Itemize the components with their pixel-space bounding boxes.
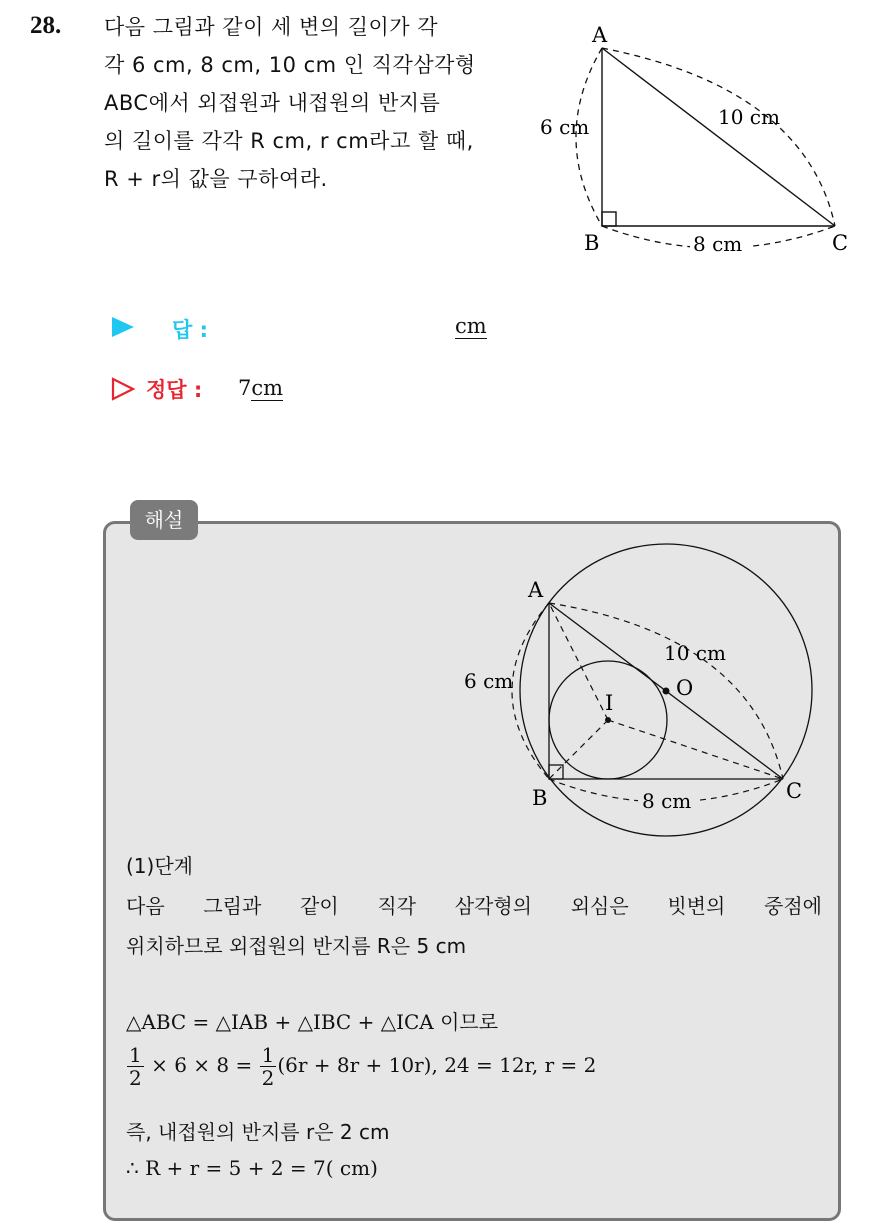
fraction-numerator: 1 bbox=[129, 1043, 142, 1067]
play-triangle-icon bbox=[110, 314, 136, 340]
solution-tag: 해설 bbox=[130, 500, 198, 540]
question-number: 28. bbox=[30, 12, 62, 39]
solution-step: (1)단계 bbox=[126, 854, 193, 878]
circumcenter-point bbox=[663, 688, 670, 695]
correct-answer-value bbox=[238, 376, 283, 400]
side-ab-label: 6 cm bbox=[540, 115, 590, 139]
incenter-point bbox=[605, 717, 611, 723]
solution-conclusion: ∴ R + r = 5 + 2 = 7( cm) bbox=[126, 1156, 378, 1180]
question-line: R + r의 값을 구하여라. bbox=[104, 167, 328, 191]
arc-ab bbox=[512, 603, 549, 779]
solution-figure bbox=[460, 540, 830, 845]
solution-line: 다음 그림과 같이 직각 삼각형의 외심은 빗변의 중점에 bbox=[126, 894, 822, 918]
solution-fraction-equation bbox=[126, 1044, 596, 1089]
vertex-c-label: C bbox=[832, 231, 849, 255]
fraction-denominator: 2 bbox=[261, 1066, 275, 1090]
question-line: ABC에서 외접원과 내접원의 반지름 bbox=[104, 91, 441, 115]
side-ab-label: 6 cm bbox=[464, 669, 514, 693]
answer-row bbox=[110, 312, 530, 344]
vertex-a-label: A bbox=[528, 578, 544, 602]
incenter-label: I bbox=[605, 691, 614, 715]
side-ac-label: 10 cm bbox=[664, 641, 726, 665]
solution-line: 위치하므로 외접원의 반지름 R은 5 cm bbox=[126, 934, 467, 958]
circumcenter-label: O bbox=[676, 676, 694, 700]
question-line: 다음 그림과 같이 세 변의 길이가 각 bbox=[104, 15, 439, 39]
side-bc-label: 8 cm bbox=[642, 789, 692, 813]
answer-label: 답 : bbox=[172, 318, 208, 342]
correct-answer-label: 정답 : bbox=[146, 378, 203, 402]
incenter-to-c bbox=[608, 720, 783, 779]
right-angle-mark bbox=[602, 212, 616, 226]
solution-area-equation: △ABC = △IAB + △IBC + △ICA 이므로 bbox=[126, 1010, 499, 1034]
vertex-b-label: B bbox=[584, 231, 600, 255]
fraction-denominator: 2 bbox=[129, 1066, 142, 1090]
side-bc-label: 8 cm bbox=[693, 232, 743, 256]
question-text bbox=[104, 8, 514, 198]
vertex-c-label: C bbox=[786, 779, 803, 803]
fraction bbox=[260, 1044, 277, 1089]
triangle-figure bbox=[530, 18, 860, 268]
question-line: 각 6 cm, 8 cm, 10 cm 인 직각삼각형 bbox=[104, 53, 476, 77]
fraction-numerator: 1 bbox=[261, 1043, 275, 1067]
side-ac-label: 10 cm bbox=[718, 105, 780, 129]
correct-value-number: 7 bbox=[238, 376, 252, 400]
equation-part: × 6 × 8 = bbox=[151, 1053, 253, 1077]
equation-part: (6r + 8r + 10r), 24 = 12r, r = 2 bbox=[277, 1053, 597, 1077]
vertex-b-label: B bbox=[532, 786, 548, 810]
answer-unit: cm bbox=[455, 314, 487, 338]
fraction bbox=[127, 1044, 144, 1089]
question-line: 의 길이를 각각 R cm, r cm라고 할 때, bbox=[104, 129, 474, 153]
correct-value-unit: cm bbox=[251, 376, 284, 400]
side-ac-line bbox=[602, 48, 835, 226]
incenter-to-b bbox=[549, 720, 608, 779]
correct-answer-row bbox=[110, 372, 530, 404]
solution-line: 즉, 내접원의 반지름 r은 2 cm bbox=[126, 1120, 390, 1144]
vertex-a-label: A bbox=[592, 23, 608, 47]
outline-triangle-icon bbox=[110, 376, 136, 402]
